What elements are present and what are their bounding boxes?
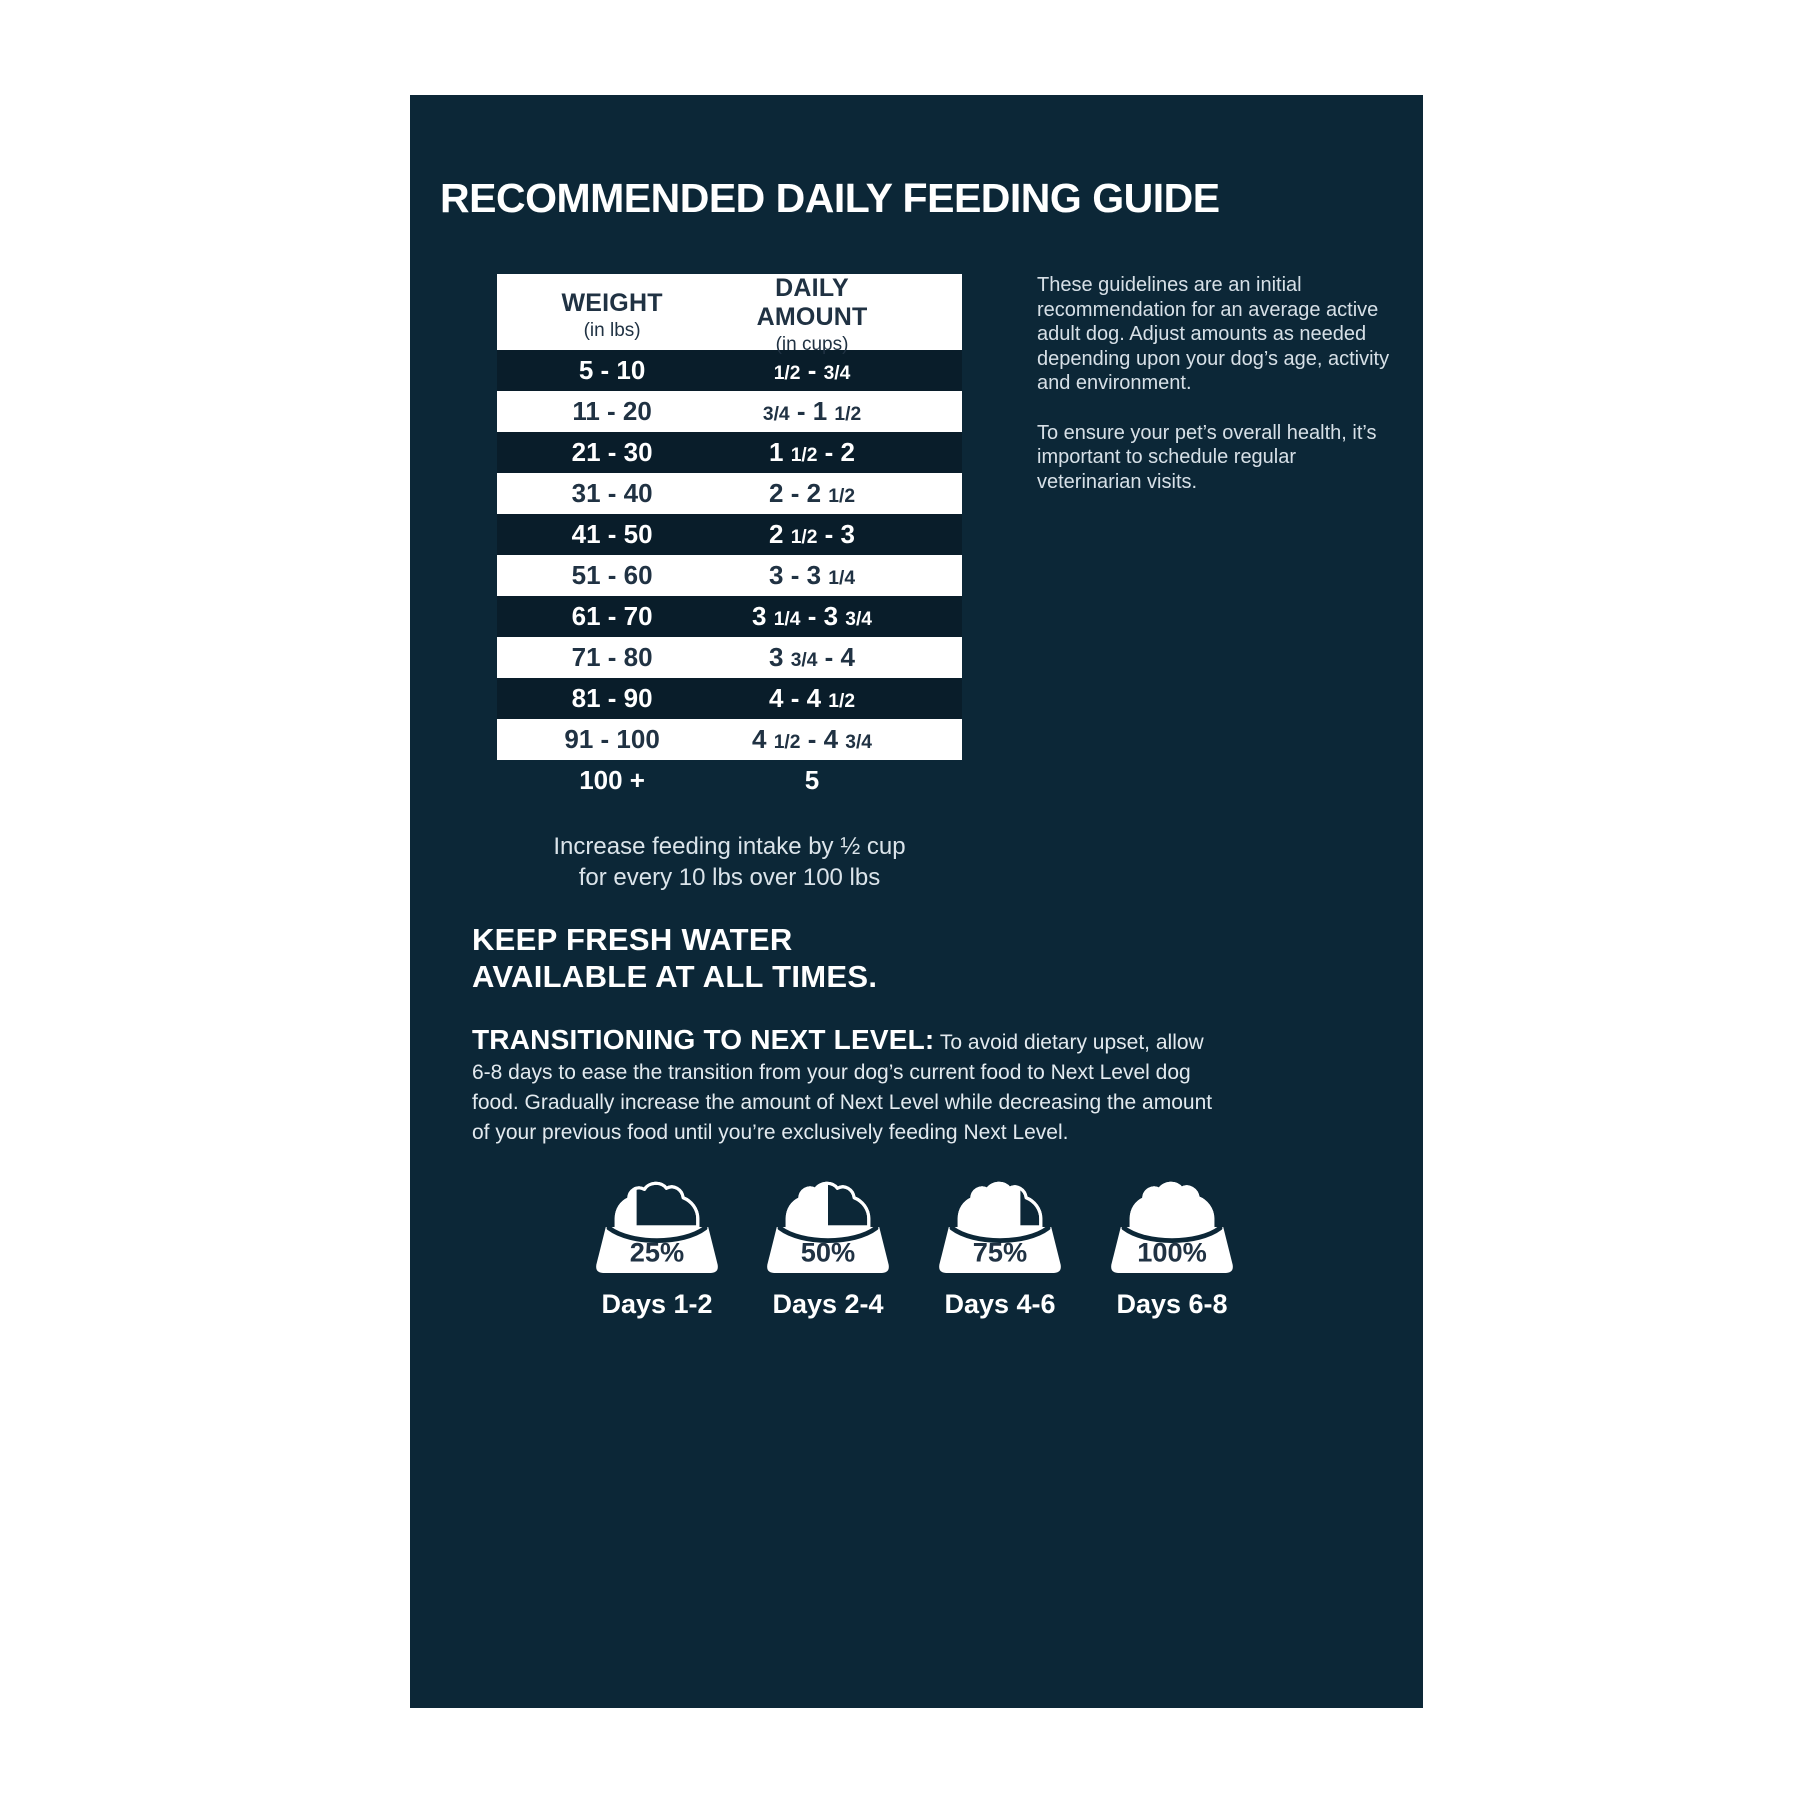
amount-cell: 2 - 2 1/2 [769, 478, 856, 508]
bowl-days-label: Days 4-6 [944, 1289, 1056, 1319]
amount-cell: 4 - 4 1/2 [769, 683, 856, 713]
weight-cell: 100 + [579, 765, 645, 795]
table-row [497, 555, 962, 596]
table-row [497, 637, 962, 678]
bowl-percent-label: 100% [1137, 1236, 1207, 1268]
table-header-row [497, 274, 962, 355]
weight-cell: 31 - 40 [571, 478, 653, 508]
table-row [497, 596, 962, 637]
footnote-line-1: Increase feeding intake by ½ cup [553, 833, 906, 860]
guidelines-paragraph-1: These guidelines are an initial recommendation for an average active adult dog. Adjust amounts as needed depending upon your dog’s age, activity and environment. [1037, 274, 1390, 394]
bowl-percent-label: 75% [972, 1236, 1028, 1268]
feeding-table [497, 274, 962, 801]
feeding-guide-panel [410, 95, 1423, 1708]
transition-step [925, 1181, 1075, 1320]
table-row [497, 760, 962, 801]
amount-cell: 5 [804, 765, 820, 795]
water-heading-line-2: AVAILABLE AT ALL TIMES. [472, 959, 878, 994]
table-row [497, 514, 962, 555]
column-header-daily-amount [727, 274, 897, 356]
bowl-percent-label: 50% [800, 1236, 856, 1268]
amount-cell: 3 3/4 - 4 [769, 642, 856, 672]
weight-cell: 51 - 60 [571, 560, 653, 590]
column-header-weight [497, 289, 727, 342]
guidelines-paragraph-2: To ensure your pet’s overall health, it’s important to schedule regular veterinarian visits. [1037, 421, 1377, 493]
amount-cell: 3 - 3 1/4 [769, 560, 856, 590]
water-heading-line-1: KEEP FRESH WATER [472, 922, 793, 957]
amount-cell: 3 1/4 - 3 3/4 [752, 601, 873, 631]
weight-cell: 41 - 50 [571, 519, 653, 549]
weight-cell: 11 - 20 [572, 396, 652, 426]
transition-step [582, 1181, 732, 1320]
daily-amount-header-label: DAILY AMOUNT [756, 274, 868, 331]
bowl-days-label: Days 2-4 [772, 1289, 884, 1319]
transition-lead: TRANSITIONING TO NEXT LEVEL: [472, 1024, 935, 1055]
weight-header-label: WEIGHT [561, 288, 663, 317]
transition-bowls [410, 1181, 1423, 1421]
transition-step [753, 1181, 903, 1320]
table-row [497, 678, 962, 719]
table-row [497, 719, 962, 760]
weight-cell: 91 - 100 [564, 724, 660, 754]
transition-body: To avoid dietary upset, allow 6-8 days to ease the transition from your dog’s current food to Next Level dog food. Gradually increase the amount of Next Level while decreasing the amount of your previous food until you’re exclusively feeding Next Level. [472, 1031, 1213, 1144]
dog-bowl-100%-icon [1104, 1181, 1240, 1273]
bowl-days-label: Days 6-8 [1116, 1289, 1228, 1319]
bowl-days-label: Days 1-2 [601, 1289, 713, 1319]
page-title: RECOMMENDED DAILY FEEDING GUIDE [440, 175, 1220, 221]
amount-cell: 1/2 - 3/4 [773, 355, 851, 385]
table-body [497, 350, 962, 801]
table-footnote [497, 831, 962, 893]
daily-amount-header-unit: (in cups) [775, 334, 849, 355]
table-row [497, 432, 962, 473]
transition-step [1097, 1181, 1247, 1320]
guidelines-note [1037, 273, 1399, 494]
transition-paragraph [472, 1025, 1224, 1148]
weight-cell: 71 - 80 [571, 642, 653, 672]
weight-header-unit: (in lbs) [583, 319, 641, 341]
amount-cell: 3/4 - 1 1/2 [762, 396, 862, 426]
amount-cell: 1 1/2 - 2 [769, 437, 856, 467]
dog-bowl-75%-icon [932, 1181, 1068, 1273]
weight-cell: 21 - 30 [571, 437, 653, 467]
dog-bowl-25%-icon [589, 1181, 725, 1273]
dog-bowl-50%-icon [760, 1181, 896, 1273]
amount-cell: 4 1/2 - 4 3/4 [752, 724, 873, 754]
water-heading [472, 921, 877, 995]
table-row [497, 473, 962, 514]
weight-cell: 81 - 90 [571, 683, 653, 713]
weight-cell: 61 - 70 [571, 601, 653, 631]
footnote-line-2: for every 10 lbs over 100 lbs [578, 864, 881, 891]
weight-cell: 5 - 10 [578, 355, 646, 385]
bowl-percent-label: 25% [629, 1236, 685, 1268]
table-row [497, 391, 962, 432]
table-row [497, 350, 962, 391]
amount-cell: 2 1/2 - 3 [769, 519, 856, 549]
